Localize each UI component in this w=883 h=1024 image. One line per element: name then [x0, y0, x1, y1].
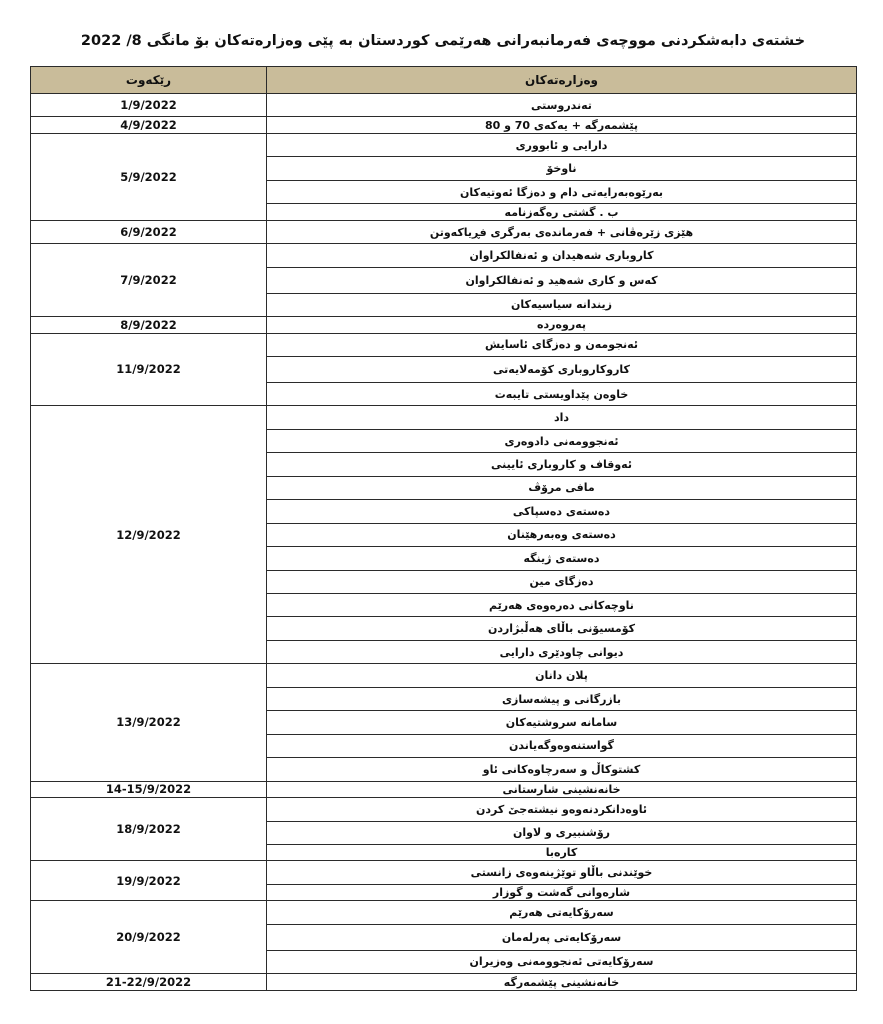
table-row: [31, 244, 857, 267]
ministry-cell: گواستنەوەوگەیاندن: [267, 734, 857, 757]
date-cell: 20/9/2022: [31, 901, 267, 974]
ministry-cell: خانەنشینی پێشمەرگە: [267, 974, 857, 991]
ministry-cell: کەس و کاری شەهید و ئەنفالکراوان: [267, 267, 857, 293]
schedule-body: [31, 94, 857, 991]
ministry-cell: خانەنشینی شارستانی: [267, 781, 857, 797]
ministry-cell: دارایی و ئابووری: [267, 133, 857, 156]
header-ministries: وەزارەتەکان: [267, 67, 857, 94]
page-title: خشتەی دابەشکردنی مووچەی فەرمانبەرانی هەرێمی کوردستان بە پێی وەزارەتەکان بۆ مانگی 8/ 2022: [80, 33, 806, 49]
table-row: [31, 861, 857, 884]
table-row: [31, 117, 857, 133]
ministry-cell: ئاوەدانکردنەوەو نیشتەجێ کردن: [267, 798, 857, 821]
ministry-cell: ناوچەکانی دەرەوەی هەرێم: [267, 593, 857, 616]
ministry-cell: ئەوقاف و کاروباری ئایینی: [267, 453, 857, 476]
ministry-cell: کۆمسیۆنی باڵای هەڵبژاردن: [267, 617, 857, 640]
date-cell: 1/9/2022: [31, 94, 267, 117]
ministry-cell: خوێندنی باڵاو توێژینەوەی زانستی: [267, 861, 857, 884]
table-row: [31, 798, 857, 821]
ministry-cell: دیوانی چاودێری دارایی: [267, 640, 857, 663]
ministry-cell: داد: [267, 406, 857, 429]
table-row: [31, 406, 857, 429]
ministry-cell: شارەوانی گەشت و گوزار: [267, 884, 857, 900]
date-cell: 14-15/9/2022: [31, 781, 267, 797]
date-cell: 21-22/9/2022: [31, 974, 267, 991]
date-cell: 8/9/2022: [31, 317, 267, 333]
ministry-cell: بەرێوەبەرایەتی دام و دەزگا ئەوتیەکان: [267, 180, 857, 203]
table-row: [31, 317, 857, 333]
ministry-cell: هێزی زێرەڤانی + فەرماندەی بەرگری فڕیاکەوتن: [267, 220, 857, 243]
ministry-cell: سامانە سروشتیەکان: [267, 711, 857, 734]
ministry-cell: کارەبا: [267, 844, 857, 860]
date-cell: 19/9/2022: [31, 861, 267, 901]
ministry-cell: بازرگانی و پیشەسازی: [267, 687, 857, 710]
ministry-cell: ئەنجوومەنی دادوەری: [267, 429, 857, 452]
ministry-cell: دەستەی ژینگە: [267, 547, 857, 570]
table-row: [31, 220, 857, 243]
date-cell: 12/9/2022: [31, 406, 267, 664]
table-row: [31, 333, 857, 356]
ministry-cell: دەزگای مین: [267, 570, 857, 593]
ministry-cell: دەستەی دەسپاکی: [267, 500, 857, 523]
table-row: [31, 901, 857, 924]
header-date: رێکەوت: [31, 67, 267, 94]
ministry-cell: کشتوکاڵ و سەرچاوەکانی ئاو: [267, 758, 857, 781]
table-row: [31, 974, 857, 991]
ministry-cell: ئەنجومەن و دەزگای ئاسایش: [267, 333, 857, 356]
ministry-cell: ناوخۆ: [267, 157, 857, 180]
ministry-cell: سەرۆکایەتی پەرلەمان: [267, 924, 857, 950]
ministry-cell: سەرۆکایەتی ئەنجوومەنی وەزیران: [267, 950, 857, 973]
date-cell: 6/9/2022: [31, 220, 267, 243]
table-row: [31, 664, 857, 687]
schedule-table: [30, 66, 857, 991]
ministry-cell: تەندروستی: [267, 94, 857, 117]
ministry-cell: پلان دانان: [267, 664, 857, 687]
table-header-row: [31, 67, 857, 94]
date-cell: 7/9/2022: [31, 244, 267, 317]
ministry-cell: پەروەردە: [267, 317, 857, 333]
ministry-cell: کاروباری شەهیدان و ئەنفالکراوان: [267, 244, 857, 267]
ministry-cell: سەرۆکایەتی هەرێم: [267, 901, 857, 924]
ministry-cell: زیندانە سیاسیەکان: [267, 293, 857, 316]
table-row: [31, 781, 857, 797]
date-cell: 11/9/2022: [31, 333, 267, 406]
date-cell: 5/9/2022: [31, 133, 267, 220]
ministry-cell: ب . گشتی رەگەزنامە: [267, 204, 857, 220]
date-cell: 18/9/2022: [31, 798, 267, 861]
date-cell: 4/9/2022: [31, 117, 267, 133]
table-row: [31, 94, 857, 117]
date-cell: 13/9/2022: [31, 664, 267, 781]
ministry-cell: رۆشنبیری و لاوان: [267, 821, 857, 844]
table-row: [31, 133, 857, 156]
ministry-cell: دەستەی وەبەرهێنان: [267, 523, 857, 546]
ministry-cell: پێشمەرگە + یەکەی 70 و 80: [267, 117, 857, 133]
ministry-cell: کاروکاروباری کۆمەلایەتی: [267, 356, 857, 382]
ministry-cell: مافی مرۆڤ: [267, 476, 857, 499]
ministry-cell: خاوەن پێداویستی تایبەت: [267, 382, 857, 405]
